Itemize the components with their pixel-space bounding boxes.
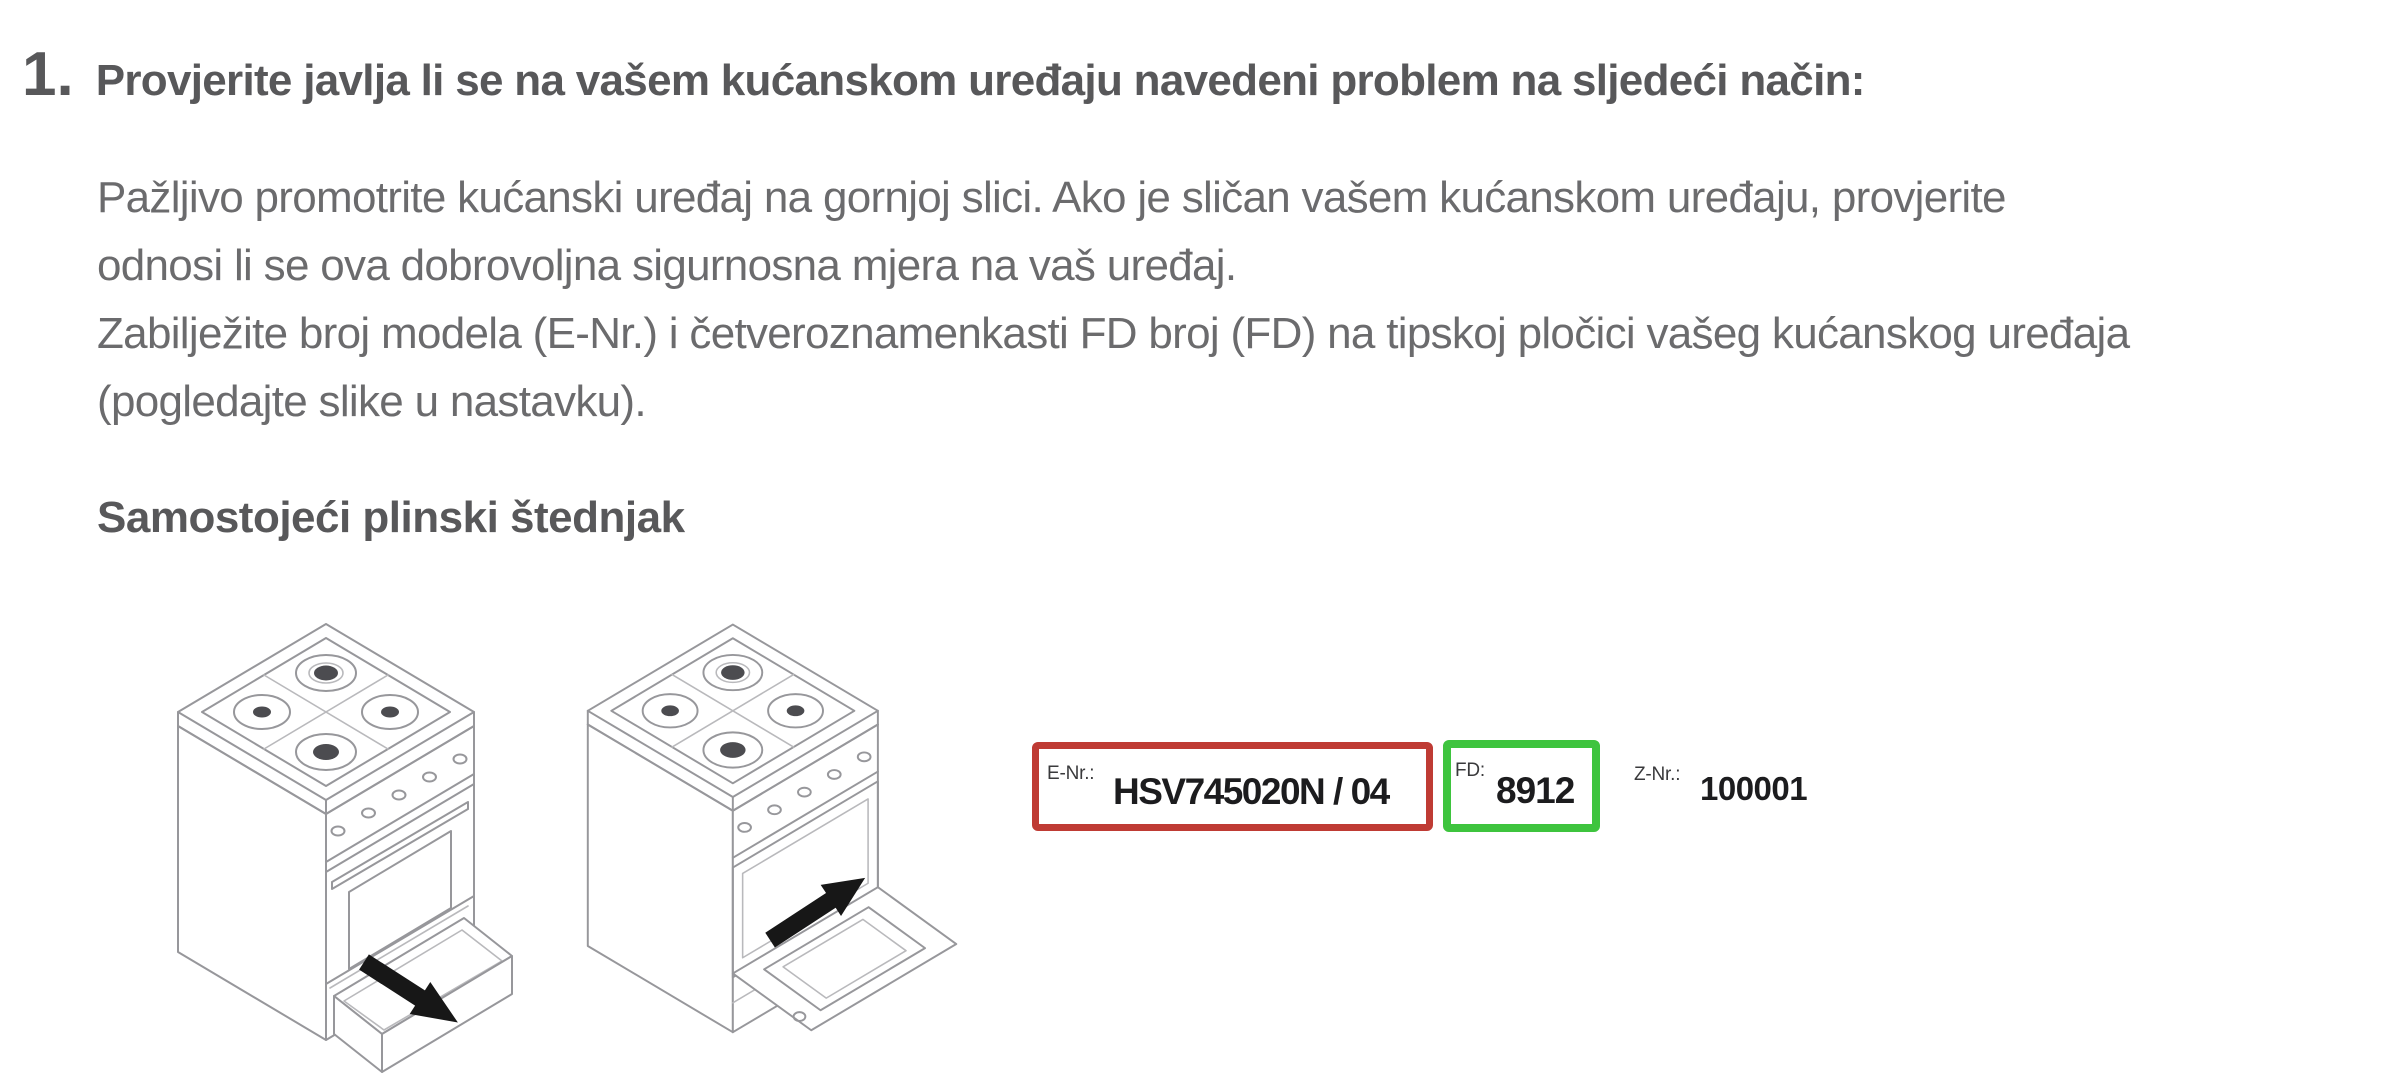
section-number: 1. <box>22 40 74 109</box>
paragraph1-line1: Pažljivo promotrite kućanski uređaj na gornjoj slici. Ako je sličan vašem kućanskom uređaju, provjerite <box>97 173 2006 222</box>
z-nr-label: Z-Nr.: <box>1634 764 1681 785</box>
z-nr-value: 100001 <box>1700 770 1808 807</box>
stove-drawer-open-figure <box>168 616 516 1080</box>
appliance-subheading: Samostojeći plinski štednjak <box>97 493 685 542</box>
body-paragraphs <box>97 164 2129 436</box>
stove-door-open-figure <box>578 612 970 1080</box>
paragraph1-line2: odnosi li se ova dobrovoljna sigurnosna mjera na vaš uređaj. <box>97 241 1237 290</box>
section-heading <box>22 40 1865 109</box>
e-nr-label: E-Nr.: <box>1047 763 1095 784</box>
fd-value: 8912 <box>1496 770 1575 811</box>
section-heading-text: Provjerite javlja li se na vašem kućanskom uređaju navedeni problem na sljedeći način: <box>95 56 1865 105</box>
paragraph2-line2: (pogledajte slike u nastavku). <box>97 377 646 426</box>
paragraph2-line1: Zabilježite broj modela (E-Nr.) i četveroznamenkasti FD broj (FD) na tipskoj pločici vašeg kućanskog uređaja <box>97 309 2130 358</box>
e-nr-value: HSV745020N / 04 <box>1113 771 1389 812</box>
fd-box <box>1443 740 1600 832</box>
e-nr-box <box>1032 742 1433 831</box>
fd-label: FD: <box>1455 760 1486 781</box>
z-nr-group <box>1634 760 1864 830</box>
